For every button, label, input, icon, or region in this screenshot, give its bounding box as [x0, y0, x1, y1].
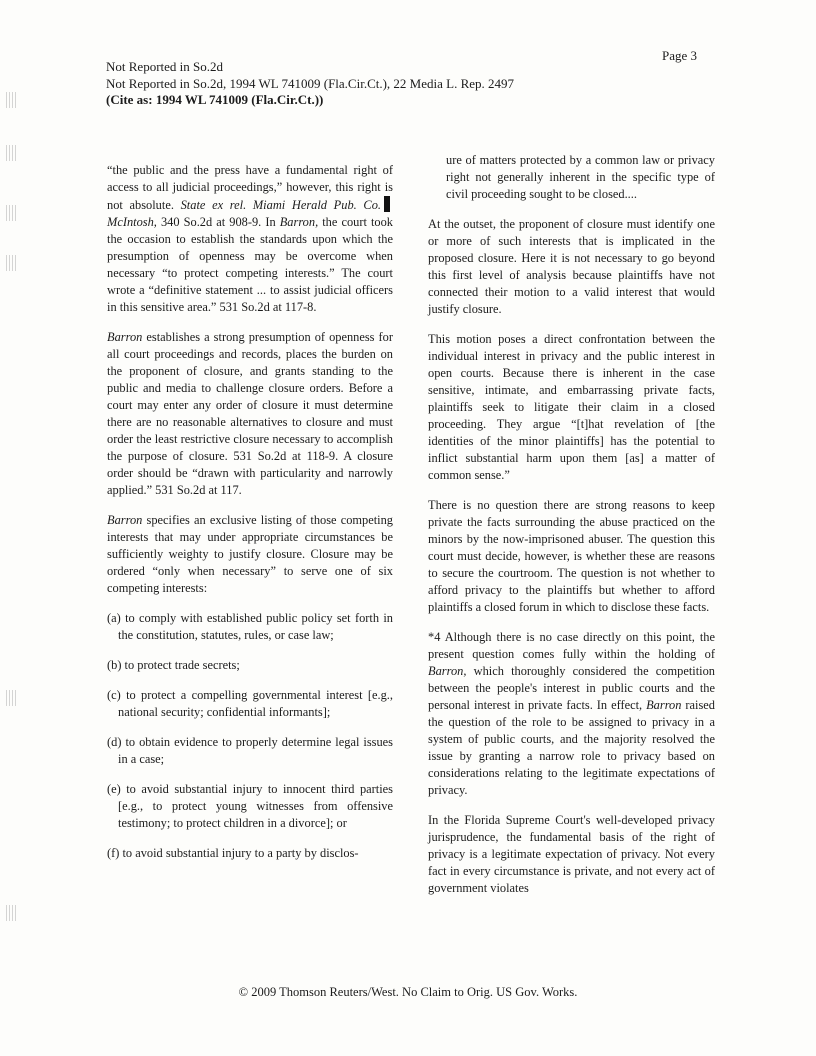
case-name: Barron	[107, 513, 143, 527]
text: *4 Although there is no case directly on this point, the present question comes fully within the holding of	[428, 630, 715, 661]
paragraph	[107, 512, 393, 597]
text: raised the question of the role to be assigned to privacy in a system of public courts, and the majority resolved the issue by granting a narrow role to privacy based on considerations relating to the legitimate expectations of privacy.	[428, 698, 716, 797]
redaction-mark	[384, 196, 390, 212]
copyright-footer: © 2009 Thomson Reuters/West. No Claim to Orig. US Gov. Works.	[238, 985, 578, 999]
scan-artifact	[6, 145, 18, 161]
scan-artifact	[6, 92, 18, 108]
case-name: Barron,	[279, 215, 319, 229]
text: establishes a strong presumption of openness for all court proceedings and records, places the burden on the proponent of closure, and grants standing to the public and media to challenge closure orders. Before a court may enter any order of closure it must determine there are no reasonable alternatives to closure and must order the least restrictive closure necessary to accomplish the purpose of closure. 531 So.2d at 118-9. A closure order should be “drawn with particularity and narrowly applied.” 531 So.2d at 117.	[107, 330, 393, 497]
header-line-1: Not Reported in So.2d	[106, 59, 223, 74]
case-name: Barron	[646, 698, 682, 712]
scan-artifact	[6, 255, 18, 271]
case-citation[interactable]: State ex rel. Miami Herald Pub. Co.	[180, 198, 381, 212]
paragraph: In the Florida Supreme Court's well-developed privacy jurisprudence, the fundamental basis of the right of privacy is a legitimate expectation of privacy. Not every fact in every circumstance is private, and not every act of government violates	[428, 813, 715, 895]
list-item: (a) to comply with established public policy set forth in the constitution, statutes, rules, or case law;	[107, 611, 393, 642]
case-name: Barron,	[428, 664, 467, 678]
text: the court took the occasion to establish the standards upon which the presumption of openness may be overcome when necessary “to protect competing interests.” The court wrote a “definitive statement ... to assist judicial officers in this sensitive area.” 531 So.2d at 117-8.	[107, 215, 393, 314]
case-name: Barron	[107, 330, 143, 344]
list-item: (e) to avoid substantial injury to innocent third parties [e.g., to protect young witnesses from offensive testimony; to protect children in a divorce]; or	[107, 782, 393, 830]
scan-artifact	[6, 205, 18, 221]
list-item: (f) to avoid substantial injury to a party by disclos-	[107, 846, 359, 860]
header-line-2: Not Reported in So.2d, 1994 WL 741009 (Fla.Cir.Ct.), 22 Media L. Rep. 2497	[106, 75, 515, 91]
paragraph: There is no question there are strong reasons to keep private the facts surrounding the abuse practiced on the minors by the now-imprisoned abuser. The question this court must decide, however, is whether these are reasons to secure the courtroom. The question is not whether to afford privacy to the plaintiffs but whether to afford plaintiffs a closed forum in which to disclose these facts.	[428, 498, 715, 614]
text: specifies an exclusive listing of those competing interests that may under appropriate circumstances be sufficiently weighty to justify closure. Closure may be ordered “only when necessary” to serve one of six competing interests:	[107, 513, 393, 595]
paragraph	[107, 329, 393, 499]
scan-artifact	[6, 905, 18, 921]
right-column	[428, 152, 715, 910]
paragraph	[428, 629, 715, 799]
list-item: (b) to protect trade secrets;	[107, 658, 240, 672]
header-cite: (Cite as: 1994 WL 741009 (Fla.Cir.Ct.))	[106, 92, 324, 107]
document-header	[106, 59, 666, 109]
paragraph	[107, 162, 393, 316]
paragraph: This motion poses a direct confrontation between the individual interest in privacy and the public interest in open courts. Because there is inherent in the case sensitive, intimate, and embarrassing private facts, plaintiffs seek to litigate their claim in a closed proceeding. They argue “[t]hat revelation of [the identities of the minor plaintiffs] has the potential to inflict substantial harm upon them [as] a matter of common sense.”	[428, 332, 715, 482]
paragraph: At the outset, the proponent of closure must identify one or more of such interests that is implicated in the proposed closure. Here it is not necessary to go beyond this first level of analysis because plaintiffs have not connected their motion to a valid interest that would justify closure.	[428, 217, 715, 316]
text: which thoroughly considered the competition between the people's interest in public courts and the personal interest in private facts. In effect,	[428, 664, 715, 712]
case-citation[interactable]: McIntosh,	[107, 215, 157, 229]
text: “the public and the press have a fundamental right of access to all judicial proceedings,” however, this right is not absolute.	[107, 163, 393, 212]
scan-artifact	[6, 690, 18, 706]
text: 340 So.2d at 908-9. In	[156, 215, 280, 229]
list-item: (d) to obtain evidence to properly determine legal issues in a case;	[107, 735, 393, 766]
list-item: (c) to protect a compelling governmental interest [e.g., national security; confidential informants];	[107, 688, 393, 719]
page-number: Page 3	[662, 48, 698, 63]
left-column	[107, 162, 393, 875]
list-item-continuation: ure of matters protected by a common law or privacy right not generally inherent in the specific type of civil proceeding sought to be closed....	[446, 153, 715, 201]
